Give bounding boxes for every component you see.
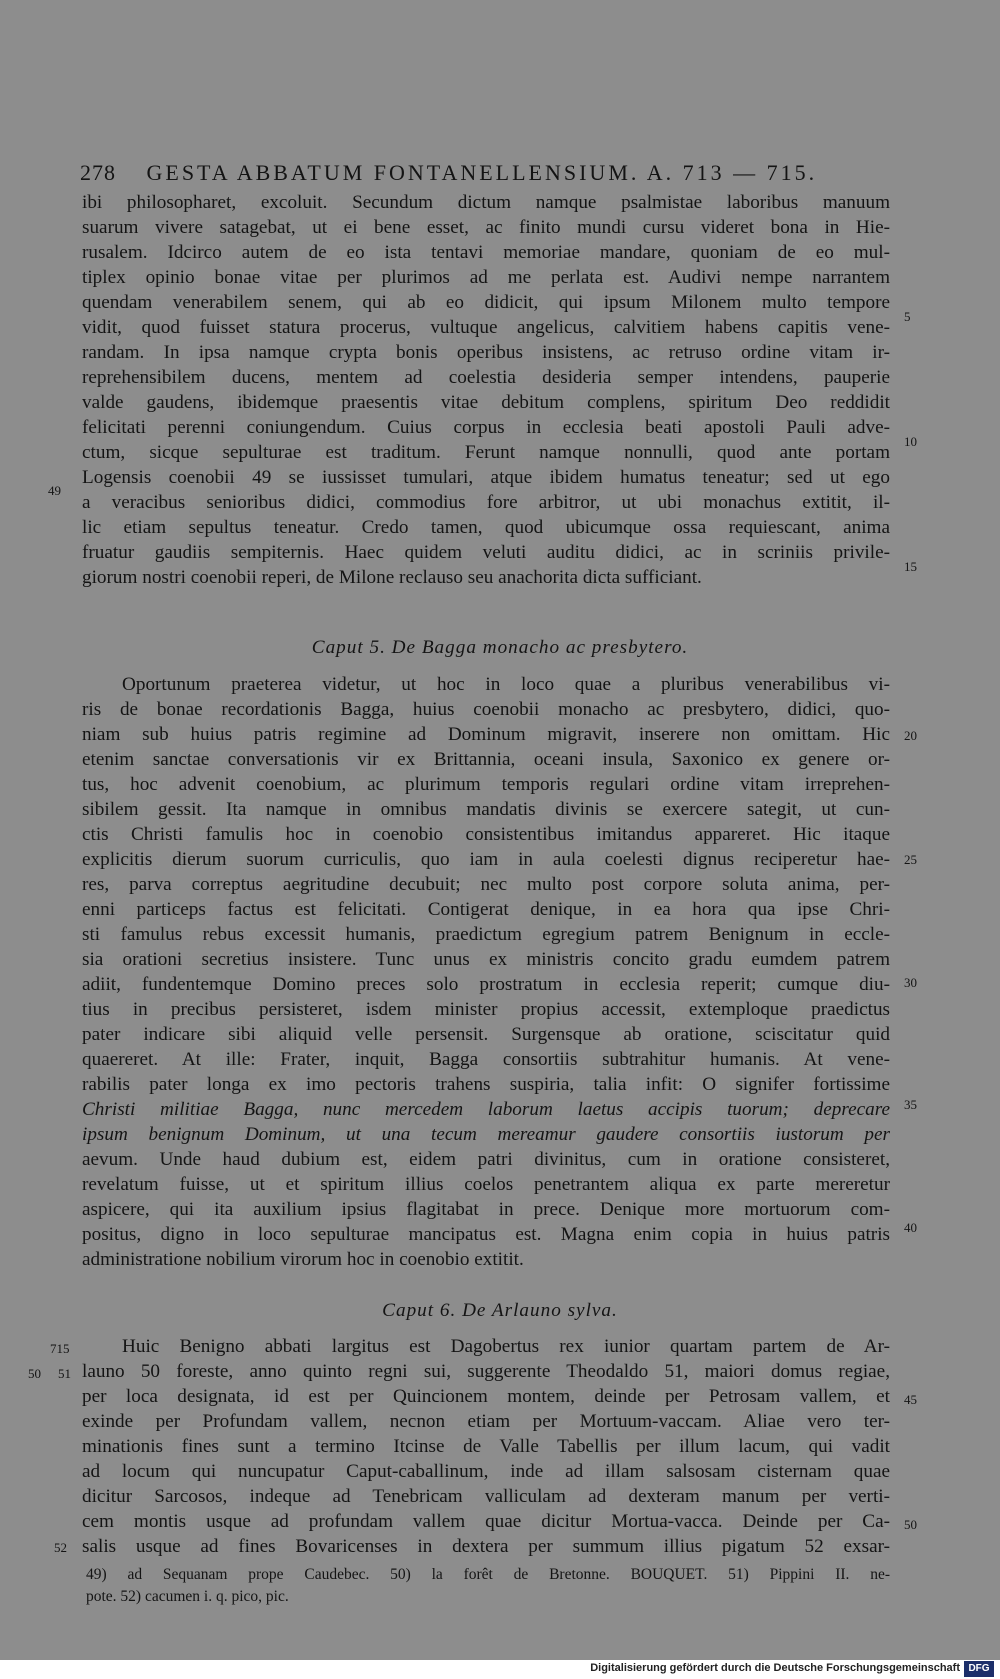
line-number-right: 40: [904, 1220, 917, 1235]
text-line: Oportunum praeterea videtur, ut hoc in loco quae a pluribus venerabilibus vi-: [122, 674, 890, 695]
text-line: randam. In ipsa namque crypta bonis operibus insistens, ac retruso ordine vitam ir-: [82, 342, 890, 363]
text-line: rabilis pater longa ex imo pectoris trahens suspiria, talia infit: O signifer fortissime: [82, 1074, 890, 1095]
margin-ref-left: 50: [28, 1366, 41, 1381]
text-line: ctis Christi famulis hoc in coenobio consistentibus imitandus appareret. Hic itaque: [82, 824, 890, 845]
text-line: fruatur gaudiis sempiternis. Haec quidem veluti auditu didici, ac in scriniis privile-: [82, 542, 890, 563]
margin-ref-left: 52: [54, 1540, 67, 1555]
text-line: niam sub huius patris regimine ad Dominum migravit, inserere non omittam. Hic: [82, 724, 890, 745]
chapter-6-heading: [0, 1300, 1000, 1322]
text-line: giorum nostri coenobii reperi, de Milone reclauso seu anachorita dicta sufficiant.: [82, 567, 702, 588]
text-line: Huic Benigno abbati largitus est Dagobertus rex iunior quartam partem de Ar-: [122, 1336, 890, 1357]
text-line: ipsum benignum Dominum, ut una tecum mereamur gaudere consortiis iustorum per: [82, 1124, 890, 1145]
line-number-right: 5: [904, 309, 911, 324]
margin-ref-left: 51: [58, 1366, 71, 1381]
paragraph-milo: [82, 190, 890, 590]
paragraph-bagga: [82, 672, 890, 1272]
text-line: felicitati perenni coniungendum. Cuius corpus in ecclesia beati apostoli Pauli adve-: [82, 417, 890, 438]
footnotes: [86, 1564, 890, 1608]
chapter-6-label: Caput 6.: [382, 1300, 457, 1321]
text-line: aevum. Unde haud dubium est, eidem patri divinitus, cum in oratione consisteret,: [82, 1149, 890, 1170]
text-line: suarum vivere satagebat, ut ei bene esset, ac finito mundi cursu videret bona in Hie-: [82, 217, 890, 238]
text-line: ad locum qui nuncupatur Caput-caballinum, inde ad illam salsosam cisternam quae: [82, 1461, 890, 1482]
text-line: ris de bonae recordationis Bagga, huius coenobii monacho ac presbytero, didici, quo-: [82, 699, 890, 720]
chapter-5-heading: [0, 637, 1000, 659]
text-line: dicitur Sarcosos, indeque ad Tenebricam valliculam ad dexteram manum per verti-: [82, 1486, 890, 1507]
line-number-right: 50: [904, 1517, 917, 1532]
chapter-5-label: Caput 5.: [311, 637, 386, 658]
dfg-logo: DFG: [964, 1661, 994, 1677]
chapter-5-title: De Bagga monacho ac presbytero.: [391, 637, 689, 658]
line-number-right: 10: [904, 434, 917, 449]
margin-ref-left: 49: [48, 483, 61, 498]
text-line: vidit, quod fuisset statura procerus, vultuque angelicus, calvitiem habens capitis vene-: [82, 317, 890, 338]
line-number-right: 35: [904, 1097, 917, 1112]
text-line: Logensis coenobii 49 se iussisset tumulari, atque ibidem humatus teneatur; sed ut ego: [82, 467, 890, 488]
text-line: per loca designata, id est per Quincionem montem, deinde per Petrosam vallem, et: [82, 1386, 890, 1407]
footnote-line: 49) ad Sequanam prope Caudebec. 50) la forêt de Bretonne. BOUQUET. 51) Pippini II. ne-: [86, 1566, 890, 1583]
text-line: cem montis usque ad profundam vallem quae dicitur Mortua-vacca. Deinde per Ca-: [82, 1511, 890, 1532]
text-line: sti famulus rebus excessit humanis, praedictum egregium patrem Benignum in eccle-: [82, 924, 890, 945]
text-line: a veracibus senioribus didici, commodius fore arbitror, ut ubi monachus extitit, il-: [82, 492, 890, 513]
text-line: quaereret. At ille: Frater, inquit, Bagga consortiis subtrahitur humanis. At vene-: [82, 1049, 890, 1070]
running-header: [80, 160, 840, 186]
text-line: adiit, fundentemque Domino preces solo prostratum in ecclesia reperit; cumque diu-: [82, 974, 890, 995]
text-line: minationis fines sunt a termino Itcinse de Valle Tabellis per illum lacum, qui vadit: [82, 1436, 890, 1457]
text-line: aspicere, qui ita auxilium ipsius flagitabat in prece. Denique more mortuorum com-: [82, 1199, 890, 1220]
text-line: revelatum fuisse, ut et spiritum illius coelos penetrantem aliqua ex parte mereretur: [82, 1174, 890, 1195]
text-line: sia orationi secretius insistere. Tunc unus ex ministris concito gradu eumdem patrem: [82, 949, 890, 970]
text-line: launo 50 foreste, anno quinto regni sui, suggerente Theodaldo 51, maiori domus regiae,: [82, 1361, 890, 1382]
text-line: rusalem. Idcirco autem de eo ista tentavi memoriae mandare, quoniam de eo mul-: [82, 242, 890, 263]
text-line: Christi militiae Bagga, nunc mercedem laborum laetus accipis tuorum; deprecare: [82, 1099, 890, 1120]
text-line: etenim sanctae conversationis vir ex Brittannia, oceani insula, Saxonico ex genere or-: [82, 749, 890, 770]
text-line: res, parva correptus aegritudine decubuit; nec multo post corpore soluta anima, per-: [82, 874, 890, 895]
text-line: administratione nobilium virorum hoc in coenobio extitit.: [82, 1249, 524, 1270]
text-line: quendam venerabilem senem, qui ab eo didicit, qui ipsum Milonem multo tempore: [82, 292, 890, 313]
text-line: explicitis dierum suorum curriculis, quo iam in aula coelesti dignus reciperetur hae-: [82, 849, 890, 870]
text-line: pater indicare sibi aliquid velle persensit. Surgensque ab oratione, sciscitatur quid: [82, 1024, 890, 1045]
line-number-right: 25: [904, 852, 917, 867]
paragraph-arlaunum: [82, 1334, 890, 1559]
text-line: positus, digno in loco sepulturae mancipatus est. Magna enim copia in huius patris: [82, 1224, 890, 1245]
text-line: tiplex opinio bonae vitae per plurimos ad me perlata est. Audivi nempe narrantem: [82, 267, 890, 288]
text-line: enni particeps factus est felicitati. Contigerat denique, in ea hora qua ipse Chri-: [82, 899, 890, 920]
text-line: reprehensibilem ducens, mentem ad coelestia desideria semper intendens, pauperie: [82, 367, 890, 388]
text-line: ibi philosopharet, excoluit. Secundum dictum namque psalmistae laboribus manuum: [82, 192, 890, 213]
chapter-6-title: De Arlauno sylva.: [462, 1300, 618, 1321]
text-line: sibilem gessit. Ita namque in omnibus mandatis divinis se exercere sategit, ut cun-: [82, 799, 890, 820]
line-number-right: 20: [904, 728, 917, 743]
line-number-right: 15: [904, 559, 917, 574]
page-number: 278: [80, 160, 116, 185]
running-title: GESTA ABBATUM FONTANELLENSIUM.: [146, 160, 640, 185]
running-years: A. 713 — 715.: [646, 160, 818, 185]
footnote-line: pote. 52) cacumen i. q. pico, pic.: [86, 1588, 289, 1605]
text-line: tius in precibus persisteret, isdem minister propius accessit, extemploque praedictus: [82, 999, 890, 1020]
text-line: lic etiam sepultus teneatur. Credo tamen, quod ubicumque ossa requiescant, anima: [82, 517, 890, 538]
line-number-right: 45: [904, 1392, 917, 1407]
margin-ref-left: 715: [50, 1341, 70, 1356]
text-line: ctum, sicque sepulturae est traditum. Ferunt namque nonnulli, quod ante portam: [82, 442, 890, 463]
text-line: salis usque ad fines Bovaricenses in dextera per summum illius pigatum 52 exsar-: [82, 1536, 890, 1557]
text-line: tus, hoc advenit coenobium, ac plurimum temporis regulari ordine vitam irreprehen-: [82, 774, 890, 795]
line-number-right: 30: [904, 975, 917, 990]
text-line: exinde per Profundam vallem, necnon etiam per Mortuum-vaccam. Aliae vero ter-: [82, 1411, 890, 1432]
text-line: valde gaudens, ibidemque praesentis vitae debitum complens, spiritum Deo reddidit: [82, 392, 890, 413]
funding-notice: Digitalisierung gefördert durch die Deutsche Forschungsgemeinschaft: [590, 1662, 960, 1674]
